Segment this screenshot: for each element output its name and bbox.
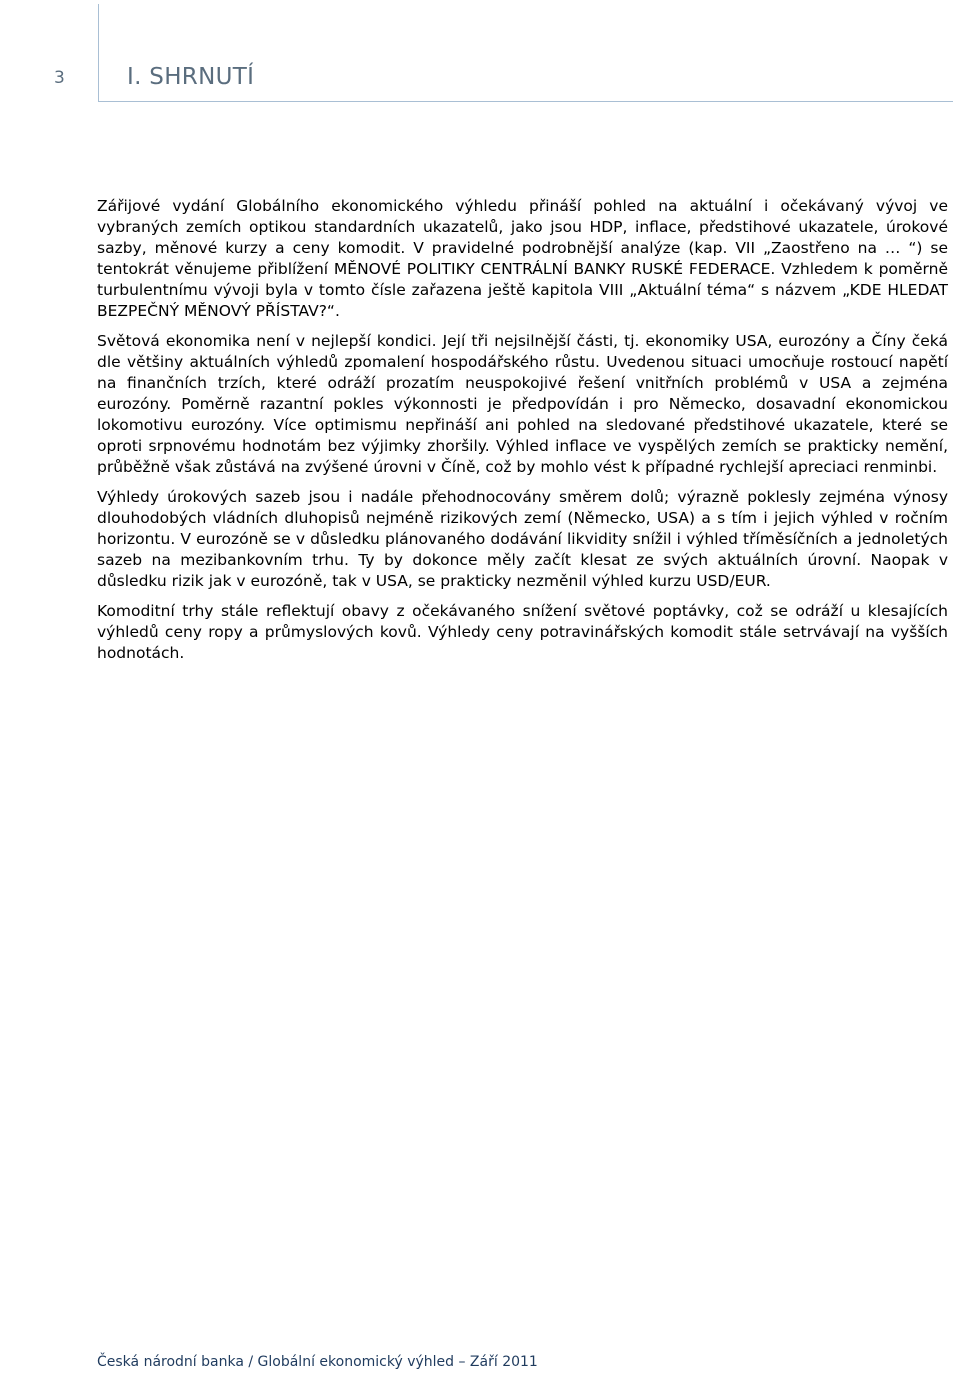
document-body — [97, 196, 948, 673]
page-number: 3 — [54, 68, 65, 88]
paragraph-intro: Zářijové vydání Globálního ekonomického výhledu přináší pohled na aktuální i očekávaný vývoj ve vybraných zemích optikou standardních ukazatelů, jako jsou HDP, inflace, předstihové ukazatele, úrokové sazby, měnové kurzy a ceny komodit. V pravidelné podrobnější analýze (kap. VII „Zaostřeno na … “) se tentokrát věnujeme přiblížení MĚNOVÉ POLITIKY CENTRÁLNÍ BANKY RUSKÉ FEDERACE. Vzhledem k poměrně turbulentnímu vývoji byla v tomto čísle zařazena ještě kapitola VIII „Aktuální téma“ s názvem „KDE HLEDAT BEZPEČNÝ MĚNOVÝ PŘÍSTAV?“. — [97, 197, 948, 320]
page-title: I. SHRNUTÍ — [127, 64, 255, 90]
page-footer: Česká národní banka / Globální ekonomický výhled – Září 2011 — [97, 1354, 538, 1370]
paragraph-interest-rates: Výhledy úrokových sazeb jsou i nadále přehodnocovány směrem dolů; výrazně poklesly zejména výnosy dlouhodobých vládních dluhopisů nejméně rizikových zemí (Německo, USA) a s tím i jejich výhled v ročním horizontu. V eurozóně se v důsledku plánovaného dodávání likvidity snížil i výhled tříměsíčních a jednoletých sazeb na mezibankovním trhu. Ty by dokonce měly začít klesat ze svých aktuálních úrovní. Naopak v důsledku rizik jak v eurozóně, tak v USA, se prakticky nezměnil výhled kurzu USD/EUR. — [97, 488, 948, 590]
header-horizontal-rule — [99, 101, 953, 102]
paragraph-world-economy: Světová ekonomika není v nejlepší kondici. Její tři nejsilnější části, tj. ekonomiky USA, eurozóny a Číny čeká dle většiny aktuálních výhledů zpomalení hospodářského růstu. Uvedenou situaci umocňuje rostoucí napětí na finančních trzích, které odráží prozatím neuspokojivé řešení vnitřních problémů v USA a zejména eurozóny. Poměrně razantní pokles výkonnosti je předpovídán i pro Německo, dosavadní ekonomickou lokomotivu eurozóny. Více optimismu nepřináší ani pohled na sledované předstihové ukazatele, které se oproti srpnovému hodnotám bez výjimky zhoršily. Výhled inflace ve vyspělých zemích se prakticky nemění, průběžně však zůstává na zvýšené úrovni v Číně, což by mohlo vést k případné rychlejší apreciaci renminbi. — [97, 332, 948, 476]
paragraph-commodities: Komoditní trhy stále reflektují obavy z očekávaného snížení světové poptávky, což se odráží u klesajících výhledů ceny ropy a průmyslových kovů. Výhledy ceny potravinářských komodit stále setrvávají na vyšších hodnotách. — [97, 602, 948, 662]
header-vertical-rule — [98, 4, 99, 102]
